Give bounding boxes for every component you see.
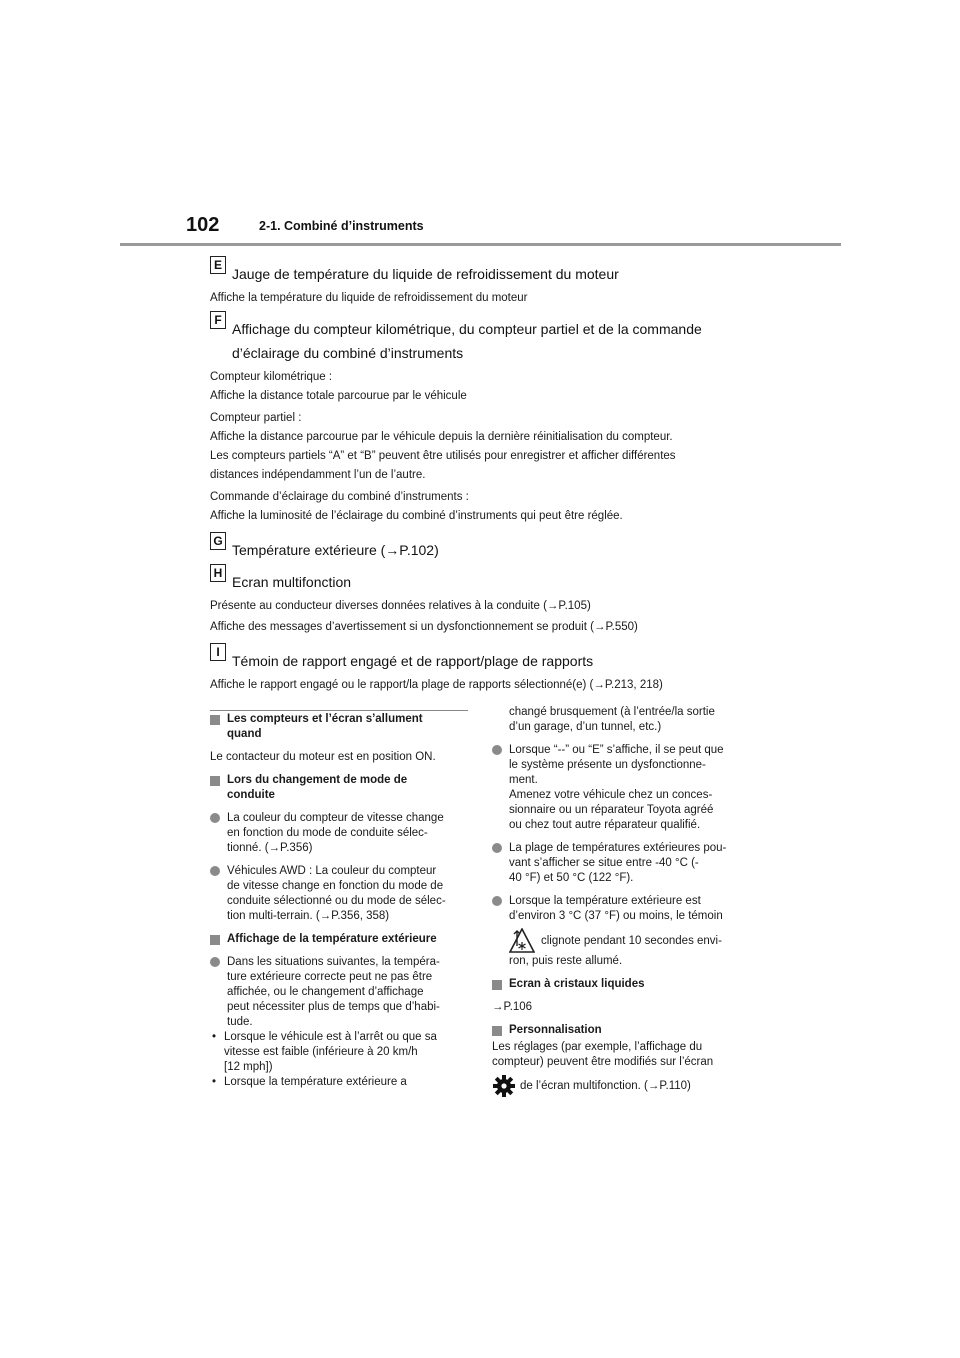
note-bullet bbox=[210, 955, 468, 1030]
item-e-title: Jauge de température du liquide de refroidissement du moteur bbox=[232, 266, 619, 282]
note-line: conduite sélectionné ou du mode de sélec- bbox=[227, 895, 446, 907]
sub-bullet-mark: • bbox=[212, 1076, 217, 1088]
note-line: ou chez tout autre réparateur qualifié. bbox=[509, 819, 701, 831]
item-f-desc-8: Affiche la luminosité de l’éclairage du combiné d’instruments qui peut être réglée. bbox=[210, 510, 623, 522]
note-heading-line: Lors du changement de mode de bbox=[227, 774, 408, 786]
header-rule bbox=[120, 243, 841, 246]
note-line: Véhicules AWD : La couleur du compteur bbox=[227, 865, 437, 877]
letter-box-e: E bbox=[210, 256, 226, 274]
item-h bbox=[210, 566, 750, 637]
item-i-heading bbox=[210, 645, 750, 673]
square-bullet-icon bbox=[492, 1026, 502, 1036]
note-heading-line: quand bbox=[227, 728, 262, 740]
letter-box-h: H bbox=[210, 564, 226, 582]
item-f bbox=[210, 313, 750, 526]
note-line: vitesse est faible (inférieure à 20 km/h bbox=[224, 1046, 418, 1058]
note-icon-line bbox=[509, 928, 750, 954]
round-bullet-icon bbox=[492, 843, 502, 853]
note-line: de vitesse change en fonction du mode de bbox=[227, 880, 444, 892]
note-bullet bbox=[210, 864, 468, 924]
notes-left-column bbox=[210, 712, 468, 1090]
note-sub-bullet bbox=[210, 1030, 468, 1075]
item-i-desc: Affiche le rapport engagé ou le rapport/la plage de rapports sélectionné(e) (→P.213, 218) bbox=[210, 679, 663, 691]
note-line: ment. bbox=[509, 774, 538, 786]
note-line: changé brusquement (à l’entrée/la sortie bbox=[509, 706, 715, 718]
note-heading-display-on bbox=[210, 712, 468, 742]
note-line: d’environ 3 °C (37 °F) ou moins, le témoin bbox=[509, 910, 723, 922]
note-heading-line: Affichage de la température extérieure bbox=[227, 933, 437, 945]
item-f-desc-1: Compteur kilométrique : bbox=[210, 371, 333, 383]
note-bullet bbox=[210, 811, 468, 856]
note-heading-customization bbox=[492, 1023, 750, 1038]
note-bullet bbox=[492, 743, 750, 833]
note-heading-line: Ecran à cristaux liquides bbox=[509, 978, 645, 990]
letter-box-f: F bbox=[210, 311, 226, 329]
square-bullet-icon bbox=[210, 935, 220, 945]
ice-warning-icon bbox=[509, 928, 535, 954]
square-bullet-icon bbox=[210, 715, 220, 725]
item-e-heading bbox=[210, 258, 750, 286]
note-continuation bbox=[492, 705, 750, 735]
note-line: Lorsque la température extérieure est bbox=[509, 895, 701, 907]
square-bullet-icon bbox=[210, 776, 220, 786]
item-e bbox=[210, 258, 750, 308]
note-line: Amenez votre véhicule chez un conces- bbox=[509, 789, 713, 801]
note-paragraph bbox=[492, 1040, 750, 1098]
item-i bbox=[210, 645, 750, 695]
note-line: affichée, ou le changement d’affichage bbox=[227, 986, 424, 998]
item-g bbox=[210, 534, 750, 562]
item-h-heading bbox=[210, 566, 750, 594]
note-line: Dans les situations suivantes, la tempéra- bbox=[227, 956, 440, 968]
letter-box-g: G bbox=[210, 532, 226, 550]
item-i-title: Témoin de rapport engagé et de rapport/plage de rapports bbox=[232, 653, 594, 669]
note-heading-line: Personnalisation bbox=[509, 1024, 602, 1036]
page-number: 102 bbox=[186, 214, 220, 236]
note-line: peut nécessiter plus de temps que d’habi- bbox=[227, 1001, 440, 1013]
note-line: le système présente un dysfonctionne- bbox=[509, 759, 706, 771]
note-line: compteur) peuvent être modifiés sur l’écran bbox=[492, 1056, 714, 1068]
notes-rule bbox=[210, 710, 468, 711]
note-heading-line: Les compteurs et l’écran s’allument bbox=[227, 713, 423, 725]
note-line: La couleur du compteur de vitesse change bbox=[227, 812, 444, 824]
note-heading-outside-temp bbox=[210, 932, 468, 947]
item-e-desc: Affiche la température du liquide de refroidissement du moteur bbox=[210, 292, 528, 304]
note-paragraph: Le contacteur du moteur est en position ON. bbox=[210, 751, 436, 763]
round-bullet-icon bbox=[210, 866, 220, 876]
note-line: Lorsque “--” ou “E” s’affiche, il se peut que bbox=[509, 744, 724, 756]
note-paragraph: →P.106 bbox=[492, 1001, 533, 1013]
note-bullet bbox=[492, 894, 750, 969]
item-f-title-line-2: d’éclairage du combiné d’instruments bbox=[232, 345, 464, 361]
note-bullet bbox=[492, 841, 750, 886]
note-heading-lcd bbox=[492, 977, 750, 992]
item-h-desc-1: Présente au conducteur diverses données relatives à la conduite (→P.105) bbox=[210, 600, 591, 612]
note-line: vant s’afficher se situe entre -40 °C (- bbox=[509, 857, 699, 869]
note-heading-line: conduite bbox=[227, 789, 275, 801]
note-line: tion multi-terrain. (→P.356, 358) bbox=[227, 910, 390, 922]
notes-right-column bbox=[492, 705, 750, 1098]
note-line: tionné. (→P.356) bbox=[227, 842, 313, 854]
note-line: d’un garage, d’un tunnel, etc.) bbox=[509, 721, 662, 733]
note-line: [12 mph]) bbox=[224, 1061, 273, 1073]
note-line: ture extérieure correcte peut ne pas être bbox=[227, 971, 433, 983]
round-bullet-icon bbox=[210, 813, 220, 823]
note-line: 40 °F) et 50 °C (122 °F). bbox=[509, 872, 634, 884]
item-f-desc-2: Affiche la distance totale parcourue par le véhicule bbox=[210, 390, 467, 402]
sub-bullet-mark: • bbox=[212, 1031, 217, 1043]
round-bullet-icon bbox=[492, 896, 502, 906]
note-line: Lorsque le véhicule est à l’arrêt ou que sa bbox=[224, 1031, 437, 1043]
round-bullet-icon bbox=[210, 957, 220, 967]
note-line: Lorsque la température extérieure a bbox=[224, 1076, 407, 1088]
item-h-desc-2: Affiche des messages d’avertissement si un dysfonctionnement se produit (→P.550) bbox=[210, 621, 638, 633]
note-line: Les réglages (par exemple, l’affichage du bbox=[492, 1041, 703, 1053]
item-f-desc-5: Les compteurs partiels “A” et “B” peuvent être utilisés pour enregistrer et afficher différentes bbox=[210, 450, 676, 462]
note-line: tude. bbox=[227, 1016, 253, 1028]
note-line: clignote pendant 10 secondes envi- bbox=[541, 934, 722, 947]
note-sub-bullet bbox=[210, 1075, 468, 1090]
gear-icon bbox=[492, 1074, 516, 1098]
item-g-heading bbox=[210, 534, 750, 562]
note-heading-drive-mode bbox=[210, 773, 468, 803]
section-title: 2-1. Combiné d’instruments bbox=[259, 219, 424, 233]
item-f-desc-3: Compteur partiel : bbox=[210, 412, 302, 424]
note-line: La plage de températures extérieures pou- bbox=[509, 842, 727, 854]
letter-box-i: I bbox=[210, 643, 226, 661]
note-icon-line bbox=[492, 1074, 750, 1098]
item-f-desc-4: Affiche la distance parcourue par le véhicule depuis la dernière réinitialisation du compteur. bbox=[210, 431, 673, 443]
item-f-desc-6: distances indépendamment l’un de l’autre. bbox=[210, 469, 426, 481]
item-f-desc-7: Commande d’éclairage du combiné d’instruments : bbox=[210, 491, 469, 503]
item-f-title-line-1: Affichage du compteur kilométrique, du compteur partiel et de la commande bbox=[232, 321, 702, 337]
note-line: sionnaire ou un réparateur Toyota agréé bbox=[509, 804, 714, 816]
note-line: ron, puis reste allumé. bbox=[509, 955, 623, 967]
item-h-title: Ecran multifonction bbox=[232, 574, 352, 590]
note-line: de l’écran multifonction. (→P.110) bbox=[520, 1079, 691, 1092]
round-bullet-icon bbox=[492, 745, 502, 755]
item-f-heading bbox=[210, 313, 750, 365]
item-g-title: Température extérieure (→P.102) bbox=[232, 542, 439, 558]
note-line: en fonction du mode de conduite sélec- bbox=[227, 827, 428, 839]
square-bullet-icon bbox=[492, 980, 502, 990]
